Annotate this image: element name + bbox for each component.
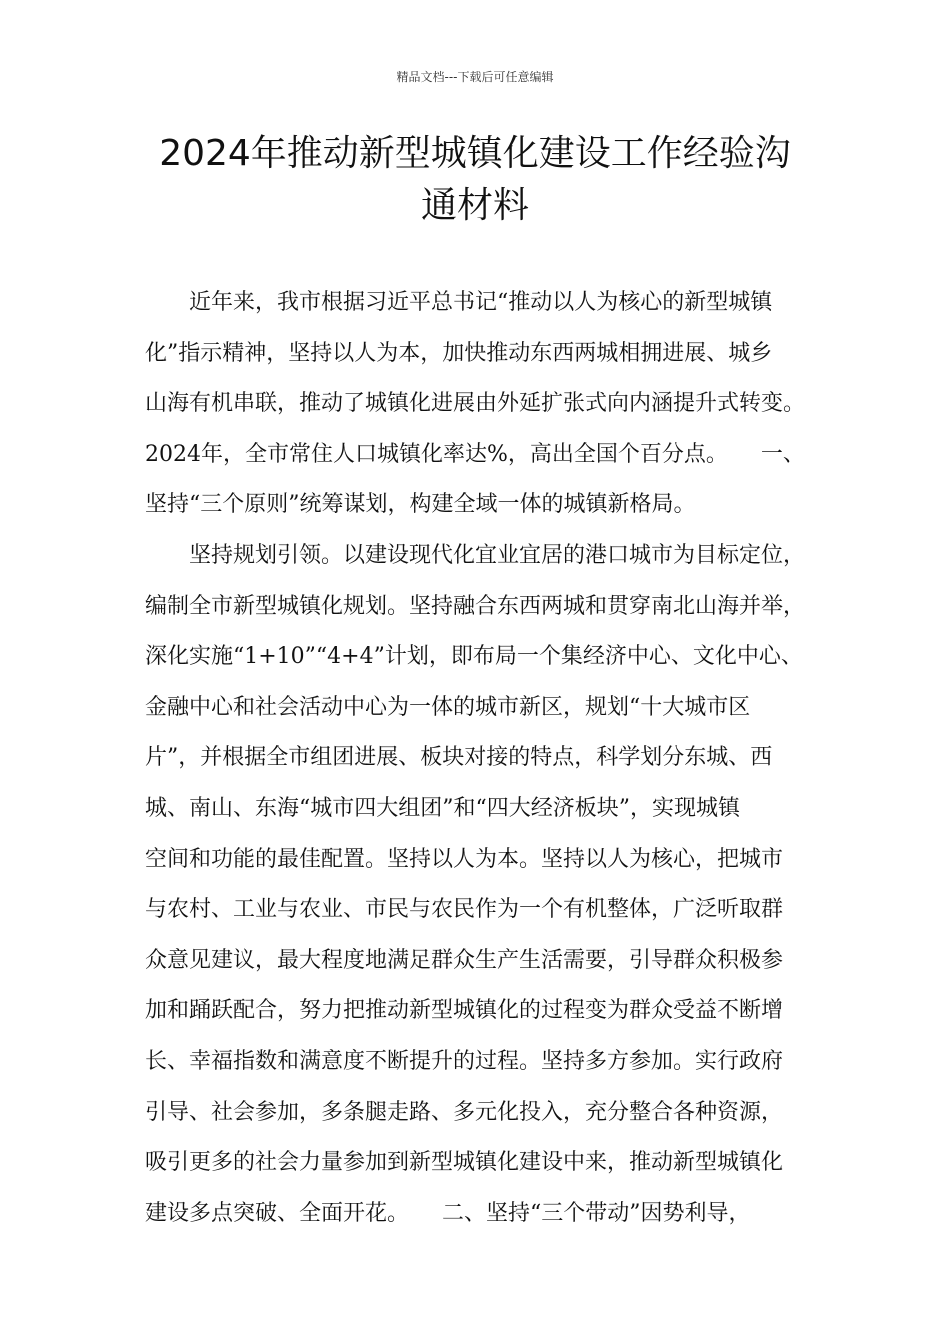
paragraph-line: 坚持“三个原则”统筹谋划，构建全域一体的城镇新格局。	[145, 492, 696, 518]
paragraph-1	[145, 278, 821, 531]
paragraph-line: 近年来，我市根据习近平总书记“推动以人为核心的新型城镇	[145, 290, 773, 315]
paragraph-line: 众意见建议，最大程度地满足群众生产生活需要，引导群众积极参	[145, 947, 784, 973]
paragraph-line: 引导、社会参加，多条腿走路、多元化投入，充分整合各种资源，	[145, 1099, 784, 1125]
paragraph-line: 2024年，全市常住人口城镇化率达%，高出全国个百分点。 一、	[145, 441, 805, 467]
paragraph-line: 金融中心和社会活动中心为一体的城市新区，规划“十大城市区	[145, 694, 751, 720]
page-header: 精品文档---下载后可任意编辑	[396, 70, 554, 84]
paragraph-line: 加和踊跃配合，努力把推动新型城镇化的过程变为群众受益不断增	[145, 998, 784, 1024]
paragraph-line: 城、南山、东海“城市四大组团”和“四大经济板块”，实现城镇	[145, 795, 740, 821]
paragraph-line: 编制全市新型城镇化规划。坚持融合东西两城和贯穿南北山海并举，	[145, 593, 806, 619]
paragraph-line: 化”指示精神，坚持以人为本，加快推动东西两城相拥进展、城乡	[145, 340, 773, 366]
paragraph-line: 山海有机串联，推动了城镇化进展由外延扩张式向内涵提升式转变。	[145, 391, 806, 417]
title-line-1: 2024年推动新型城镇化建设工作经验沟	[159, 133, 791, 174]
paragraph-line: 建设多点突破、全面开花。 二、坚持“三个带动”因势利导，	[145, 1200, 751, 1226]
paragraph-line: 长、幸福指数和满意度不断提升的过程。坚持多方参加。实行政府	[145, 1048, 784, 1074]
paragraph-line: 深化实施“1+10”“4+4”计划，即布局一个集经济中心、文化中心、	[145, 644, 803, 670]
paragraph-2	[145, 531, 821, 1239]
paragraph-line: 吸引更多的社会力量参加到新型城镇化建设中来，推动新型城镇化	[145, 1150, 784, 1176]
paragraph-line: 与农村、工业与农业、市民与农民作为一个有机整体，广泛听取群	[145, 897, 784, 923]
paragraph-line: 片”，并根据全市组团进展、板块对接的特点，科学划分东城、西	[145, 745, 773, 771]
title-line-2: 通材料	[420, 185, 529, 226]
document-title	[120, 128, 830, 232]
paragraph-line: 坚持规划引领。以建设现代化宜业宜居的港口城市为目标定位，	[145, 543, 806, 568]
paragraph-line: 空间和功能的最佳配置。坚持以人为本。坚持以人为核心，把城市	[145, 846, 784, 872]
